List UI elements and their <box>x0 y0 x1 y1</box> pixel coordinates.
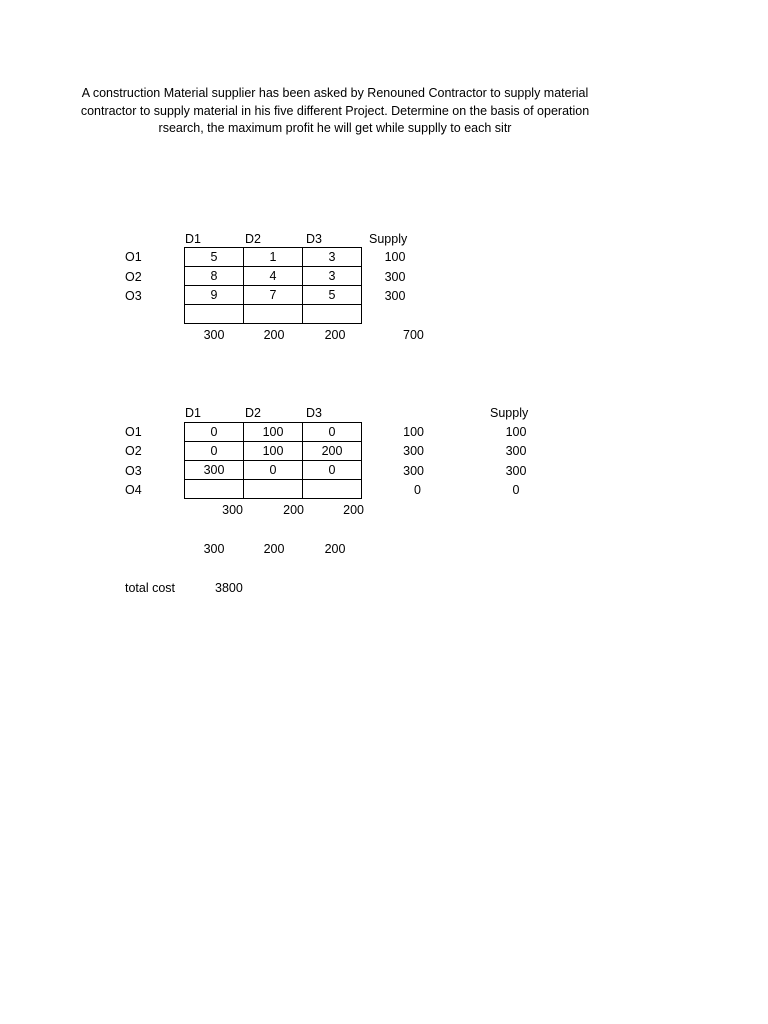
empty-cell <box>303 480 362 499</box>
column-total-value: 200 <box>343 503 364 517</box>
allocation-cell: 0 <box>303 423 362 442</box>
supply-header: Supply <box>490 406 529 420</box>
cost-cell: 3 <box>303 267 362 286</box>
table-row <box>185 286 362 305</box>
col-header-d2: D2 <box>245 232 261 246</box>
cost-grid <box>184 247 362 324</box>
table-row <box>185 442 362 461</box>
table-row <box>185 248 362 267</box>
total-cost-label: total cost <box>125 581 176 595</box>
problem-line-1: A construction Material supplier has been asked by Renouned Contractor to supply material <box>81 86 589 100</box>
allocation-cell: 100 <box>244 442 303 461</box>
column-total-value: 300 <box>222 503 243 517</box>
cost-cell: 1 <box>244 248 303 267</box>
supply-value: 0 <box>512 483 520 497</box>
demand-value: 200 <box>324 328 346 342</box>
table-row <box>185 480 362 499</box>
total-cost-value: 3800 <box>215 581 243 595</box>
empty-cell <box>185 305 244 324</box>
col-header-d1: D1 <box>185 406 201 420</box>
allocation-cell: 0 <box>185 442 244 461</box>
table-row <box>185 305 362 324</box>
supply-value: 300 <box>505 444 527 458</box>
row-total-value: 300 <box>403 444 424 458</box>
empty-cell <box>244 305 303 324</box>
cost-cell: 8 <box>185 267 244 286</box>
col-header-d2: D2 <box>245 406 261 420</box>
supply-value: 300 <box>384 289 406 303</box>
cost-cell: 9 <box>185 286 244 305</box>
allocation-cell: 100 <box>244 423 303 442</box>
row-total-value: 0 <box>414 483 421 497</box>
cost-cell: 3 <box>303 248 362 267</box>
empty-cell <box>185 480 244 499</box>
cost-cell: 5 <box>185 248 244 267</box>
cost-cell: 7 <box>244 286 303 305</box>
cost-cell: 5 <box>303 286 362 305</box>
row-label-o2: O2 <box>125 444 142 458</box>
allocation-cell: 300 <box>185 461 244 480</box>
col-header-d3: D3 <box>306 406 322 420</box>
demand-value: 200 <box>263 328 285 342</box>
demand-value: 200 <box>324 542 346 556</box>
problem-line-3: rsearch, the maximum profit he will get while supplly to each sitr <box>158 121 512 135</box>
supply-header: Supply <box>369 232 408 246</box>
row-label-o4: O4 <box>125 483 142 497</box>
col-header-d1: D1 <box>185 232 201 246</box>
empty-cell <box>244 480 303 499</box>
row-label-o3: O3 <box>125 289 142 303</box>
row-total-value: 300 <box>403 464 424 478</box>
problem-statement <box>40 85 630 138</box>
allocation-grid <box>184 422 362 499</box>
table-row <box>185 267 362 286</box>
row-label-o1: O1 <box>125 425 142 439</box>
allocation-cell: 0 <box>185 423 244 442</box>
supply-value: 100 <box>384 250 406 264</box>
empty-cell <box>303 305 362 324</box>
demand-value: 300 <box>203 542 225 556</box>
supply-value: 300 <box>384 270 406 284</box>
supply-value: 300 <box>505 464 527 478</box>
row-total-value: 100 <box>403 425 424 439</box>
column-total-value: 200 <box>283 503 304 517</box>
row-label-o3: O3 <box>125 464 142 478</box>
supply-value: 100 <box>505 425 527 439</box>
col-header-d3: D3 <box>306 232 322 246</box>
cost-cell: 4 <box>244 267 303 286</box>
row-label-o1: O1 <box>125 250 142 264</box>
demand-value: 200 <box>263 542 285 556</box>
grand-total: 700 <box>403 328 424 342</box>
demand-value: 300 <box>203 328 225 342</box>
table-row <box>185 423 362 442</box>
allocation-cell: 200 <box>303 442 362 461</box>
allocation-cell: 0 <box>303 461 362 480</box>
table-row <box>185 461 362 480</box>
problem-line-2: contractor to supply material in his five different Project. Determine on the basis of operation <box>80 103 590 118</box>
allocation-cell: 0 <box>244 461 303 480</box>
row-label-o2: O2 <box>125 270 142 284</box>
